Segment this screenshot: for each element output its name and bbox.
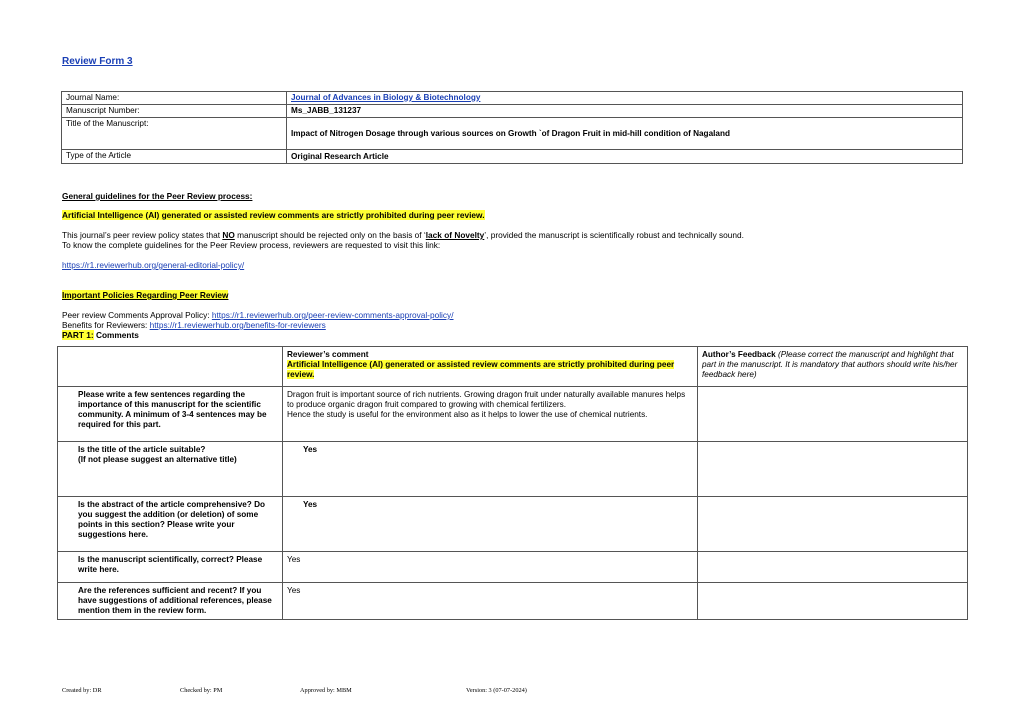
author-header: Author’s Feedback [702, 350, 776, 359]
benefits-line [62, 320, 326, 330]
article-type: Original Research Article [287, 150, 963, 164]
part-label: PART 1: [62, 330, 94, 340]
table-row [58, 583, 968, 620]
info-row-journal [62, 92, 963, 105]
comments-table [57, 346, 968, 620]
question-cell: Is the manuscript scientifically, correct? Please write here. [58, 552, 283, 583]
comment-cell[interactable]: Yes [283, 552, 698, 583]
author-header-cell [698, 347, 968, 387]
benefits-label: Benefits for Reviewers: [62, 320, 150, 330]
question-cell: Are the references sufficient and recent? If you have suggestions of additional references, please mention them in the review form. [58, 583, 283, 620]
comment-cell[interactable] [283, 387, 698, 442]
author-feedback-cell[interactable] [698, 442, 968, 497]
info-label: Title of the Manuscript: [62, 118, 287, 150]
manuscript-info-table [61, 91, 963, 164]
info-label: Type of the Article [62, 150, 287, 164]
info-label: Manuscript Number: [62, 105, 287, 118]
ai-warning-text: Artificial Intelligence (AI) generated or assisted review comments are strictly prohibited during peer review. [62, 210, 485, 220]
comments-header-row [58, 347, 968, 387]
benefits-link[interactable]: https://r1.reviewerhub.org/benefits-for-reviewers [149, 320, 326, 330]
question-cell: Is the title of the article suitable? (If not please suggest an alternative title) [58, 442, 283, 497]
comment-cell[interactable]: Yes [283, 442, 698, 497]
reviewer-header: Reviewer’s comment [287, 350, 369, 359]
reviewer-header-cell [283, 347, 698, 387]
info-label: Journal Name: [62, 92, 287, 105]
policy-novelty: lack of Novelty [425, 230, 485, 240]
footer-version: Version: 3 (07-07-2024) [466, 687, 527, 694]
policies-heading [62, 290, 228, 300]
policy-text-c: ’, provided the manuscript is scientifically robust and technically sound. [484, 230, 744, 240]
policy-text-a: This journal’s peer review policy states that [62, 230, 223, 240]
guidelines-link-text[interactable]: https://r1.reviewerhub.org/general-editorial-policy/ [62, 260, 245, 270]
table-row [58, 497, 968, 552]
info-row-title [62, 118, 963, 150]
comment-cell[interactable]: Yes [283, 497, 698, 552]
author-feedback-cell[interactable] [698, 497, 968, 552]
reviewer-ai-warning: Artificial Intelligence (AI) generated or assisted review comments are strictly prohibited during peer review. [287, 360, 675, 379]
info-row-article-type [62, 150, 963, 164]
guidelines-paragraph [62, 230, 962, 250]
footer-created: Created by: DR [62, 687, 102, 694]
guidelines-link[interactable] [62, 260, 244, 270]
approval-label: Peer review Comments Approval Policy: [62, 310, 212, 320]
policies-heading-text: Important Policies Regarding Peer Review [62, 290, 229, 300]
manuscript-number: Ms_JABB_131237 [287, 105, 963, 118]
table-row [58, 442, 968, 497]
policy-text-b: manuscript should be rejected only on the basis of ‘ [234, 230, 426, 240]
empty-header-cell [58, 347, 283, 387]
table-row [58, 387, 968, 442]
guidelines-heading: General guidelines for the Peer Review process: [62, 191, 253, 201]
author-note: (Please correct the manuscript and highlight that part in the manuscript. It is mandatory that authors should write his/her feedback here) [702, 350, 958, 379]
ai-warning [62, 210, 485, 220]
author-feedback-cell[interactable] [698, 583, 968, 620]
table-row [58, 552, 968, 583]
comment-line: Dragon fruit is important source of rich nutrients. Growing dragon fruit under naturally available manures helps to produce organic dragon fruit compared to growing with chemical fertilizers. [287, 390, 686, 409]
part-heading [62, 330, 139, 340]
journal-name-link[interactable]: Journal of Advances in Biology & Biotechnology [287, 92, 963, 105]
author-feedback-cell[interactable] [698, 387, 968, 442]
comment-cell[interactable]: Yes [283, 583, 698, 620]
question-cell: Please write a few sentences regarding the importance of this manuscript for the scientific community. A minimum of 3-4 sentences may be required for this part. [58, 387, 283, 442]
footer-checked: Checked by: PM [180, 687, 223, 694]
guidelines-visit-text: To know the complete guidelines for the Peer Review process, reviewers are requested to visit this link: [62, 240, 441, 251]
info-row-manuscript-number [62, 105, 963, 118]
form-title: Review Form 3 [62, 56, 133, 67]
footer-approved: Approved by: MBM [300, 687, 352, 694]
question-cell: Is the abstract of the article comprehensive? Do you suggest the addition (or deletion) of some points in this section? Please write your suggestions here. [58, 497, 283, 552]
comment-line: Hence the study is useful for the environment also as it helps to lower the use of chemical nutrients. [287, 410, 648, 419]
approval-policy-line [62, 310, 454, 320]
author-feedback-cell[interactable] [698, 552, 968, 583]
manuscript-title: Impact of Nitrogen Dosage through various sources on Growth `of Dragon Fruit in mid-hill condition of Nagaland [287, 118, 963, 150]
policy-no: NO [222, 230, 235, 240]
part-suffix: Comments [93, 330, 139, 340]
approval-link[interactable]: https://r1.reviewerhub.org/peer-review-comments-approval-policy/ [211, 310, 454, 320]
